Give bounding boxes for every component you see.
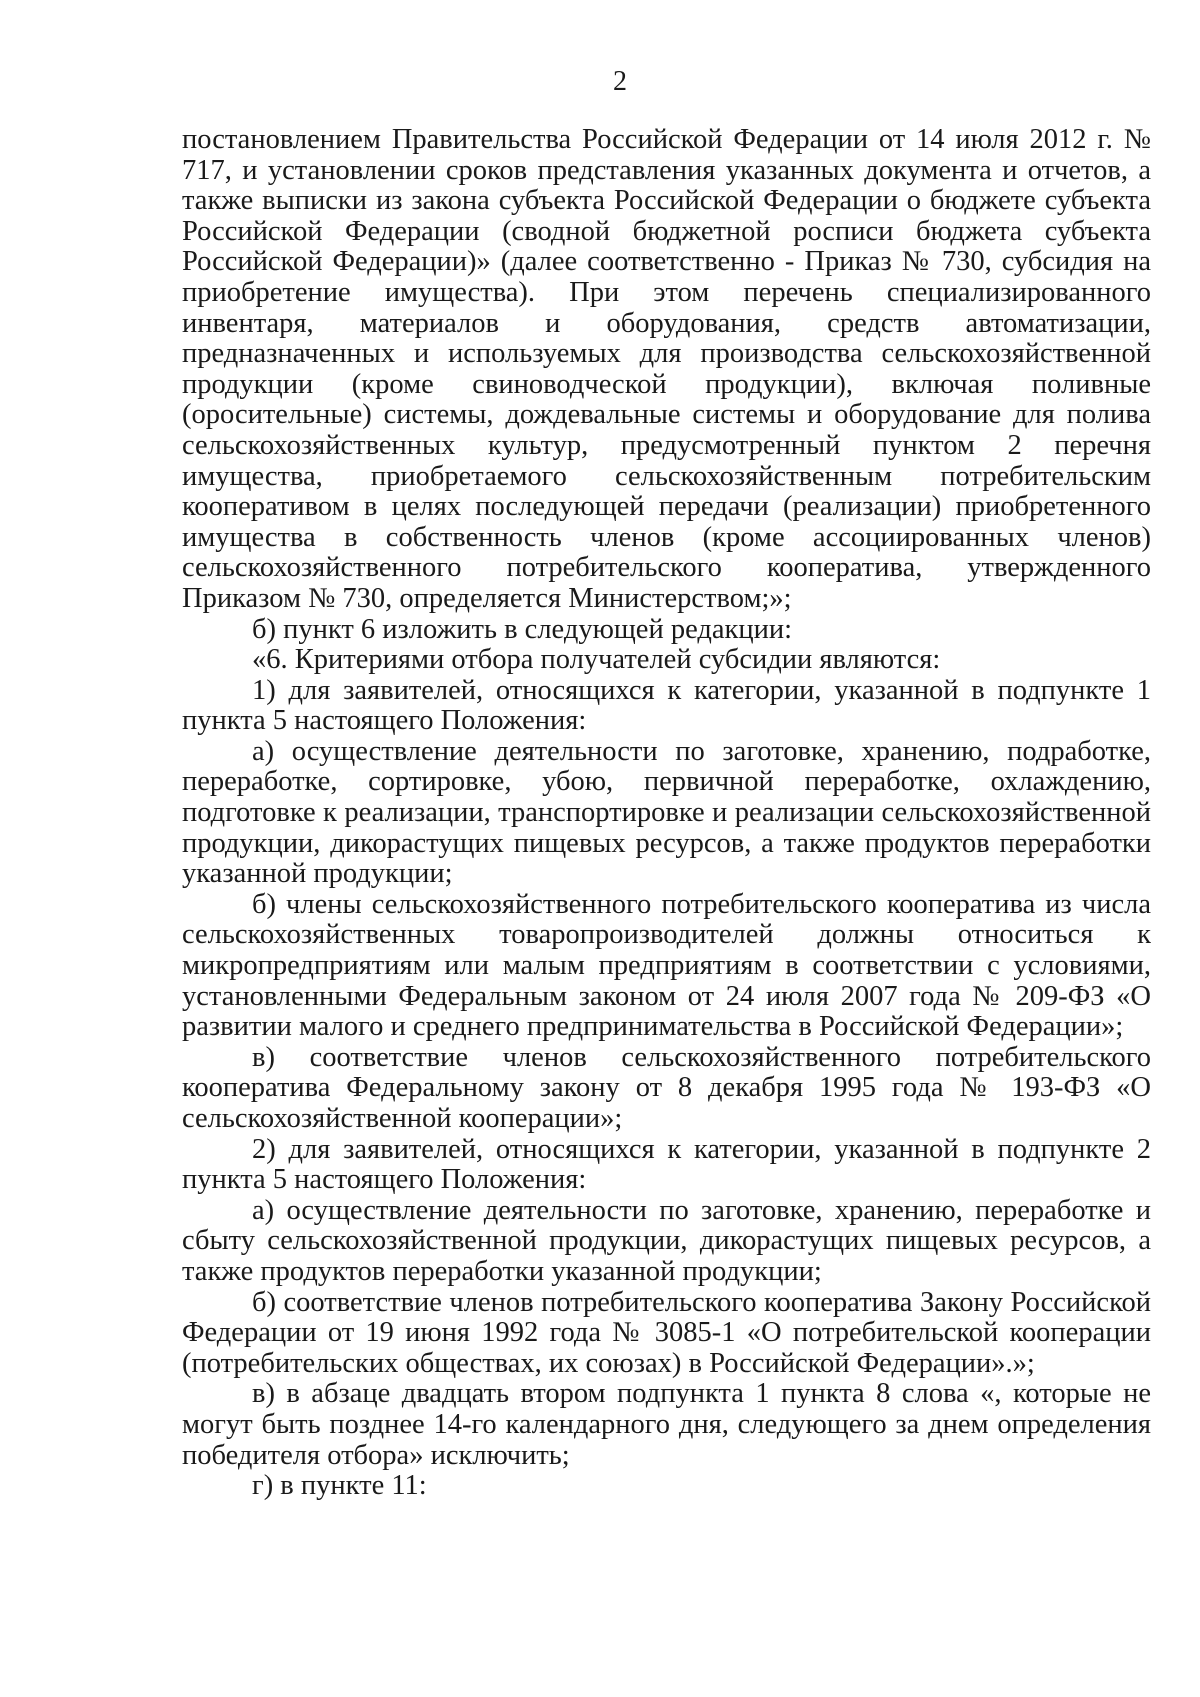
paragraph-item-v: в) в абзаце двадцать втором подпункта 1 пункта 8 слова «, которые не могут быть позднее 14-го календарного дня, следующего за днем определения победителя отбора» исключить; [182,1378,1151,1471]
paragraph-criteria-2b: б) соответствие членов потребительского кооператива Закону Российской Федерации от 19 июня 1992 года № 3085-1 «О потребительской кооперации (потребительских обществах, их союзах) в Российской Федерации».»; [182,1286,1151,1379]
paragraph-criteria-1: 1) для заявителей, относящихся к категории, указанной в подпункте 1 пункта 5 настоящего Положения: [182,674,1151,737]
document-body [182,125,1151,1502]
paragraph-criteria-1b: б) члены сельскохозяйственного потребительского кооператива из числа сельскохозяйственных товаропроизводителей должны относиться к микропредприятиям или малым предприятиям в соответствии с условиями, установленными Федеральным законом от 24 июля 2007 года № 209-ФЗ «О развитии малого и среднего предпринимательства в Российской Федерации»; [182,888,1151,1043]
page-number: 2 [613,66,627,97]
paragraph-item-b: б) пункт 6 изложить в следующей редакции: [252,613,793,645]
paragraph-criteria-heading: «6. Критериями отбора получателей субсидии являются: [252,644,941,676]
paragraph-criteria-1a: а) осуществление деятельности по заготовке, хранению, подработке, переработке, сортировке, убою, первичной переработке, охлаждению, подготовке к реализации, транспортировке и реализации сельскохозяйственной продукции, дикорастущих пищевых ресурсов, а также продуктов переработки указанной продукции; [182,735,1151,890]
paragraph-item-g: г) в пункте 11: [252,1470,427,1502]
paragraph-criteria-2: 2) для заявителей, относящихся к категории, указанной в подпункте 2 пункта 5 настоящего Положения: [182,1133,1151,1196]
paragraph-continuation: постановлением Правительства Российской Федерации от 14 июля 2012 г. № 717, и установлении сроков представления указанных документа и отчетов, а также выписки из закона субъекта Российской Федерации о бюджете субъекта Российской Федерации (сводной бюджетной росписи бюджета субъекта Российской Федерации)» (далее соответственно - Приказ № 730, субсидия на приобретение имущества). При этом перечень специализированного инвентаря, материалов и оборудования, средств автоматизации, предназначенных и используемых для производства сельскохозяйственной продукции (кроме свиноводческой продукции), включая поливные (оросительные) системы, дождевальные системы и оборудование для полива сельскохозяйственных культур, предусмотренный пунктом 2 перечня имущества, приобретаемого сельскохозяйственным потребительским кооперативом в целях последующей передачи (реализации) приобретенного имущества в собственность членов (кроме ассоциированных членов) сельскохозяйственного потребительского кооператива, утвержденного Приказом № 730, определяется Министерством;»; [182,124,1151,614]
paragraph-criteria-1c: в) соответствие членов сельскохозяйственного потребительского кооператива Федеральному закону от 8 декабря 1995 года № 193-ФЗ «О сельскохозяйственной кооперации»; [182,1041,1151,1134]
paragraph-criteria-2a: а) осуществление деятельности по заготовке, хранению, переработке и сбыту сельскохозяйственной продукции, дикорастущих пищевых ресурсов, а также продуктов переработки указанной продукции; [182,1194,1151,1287]
